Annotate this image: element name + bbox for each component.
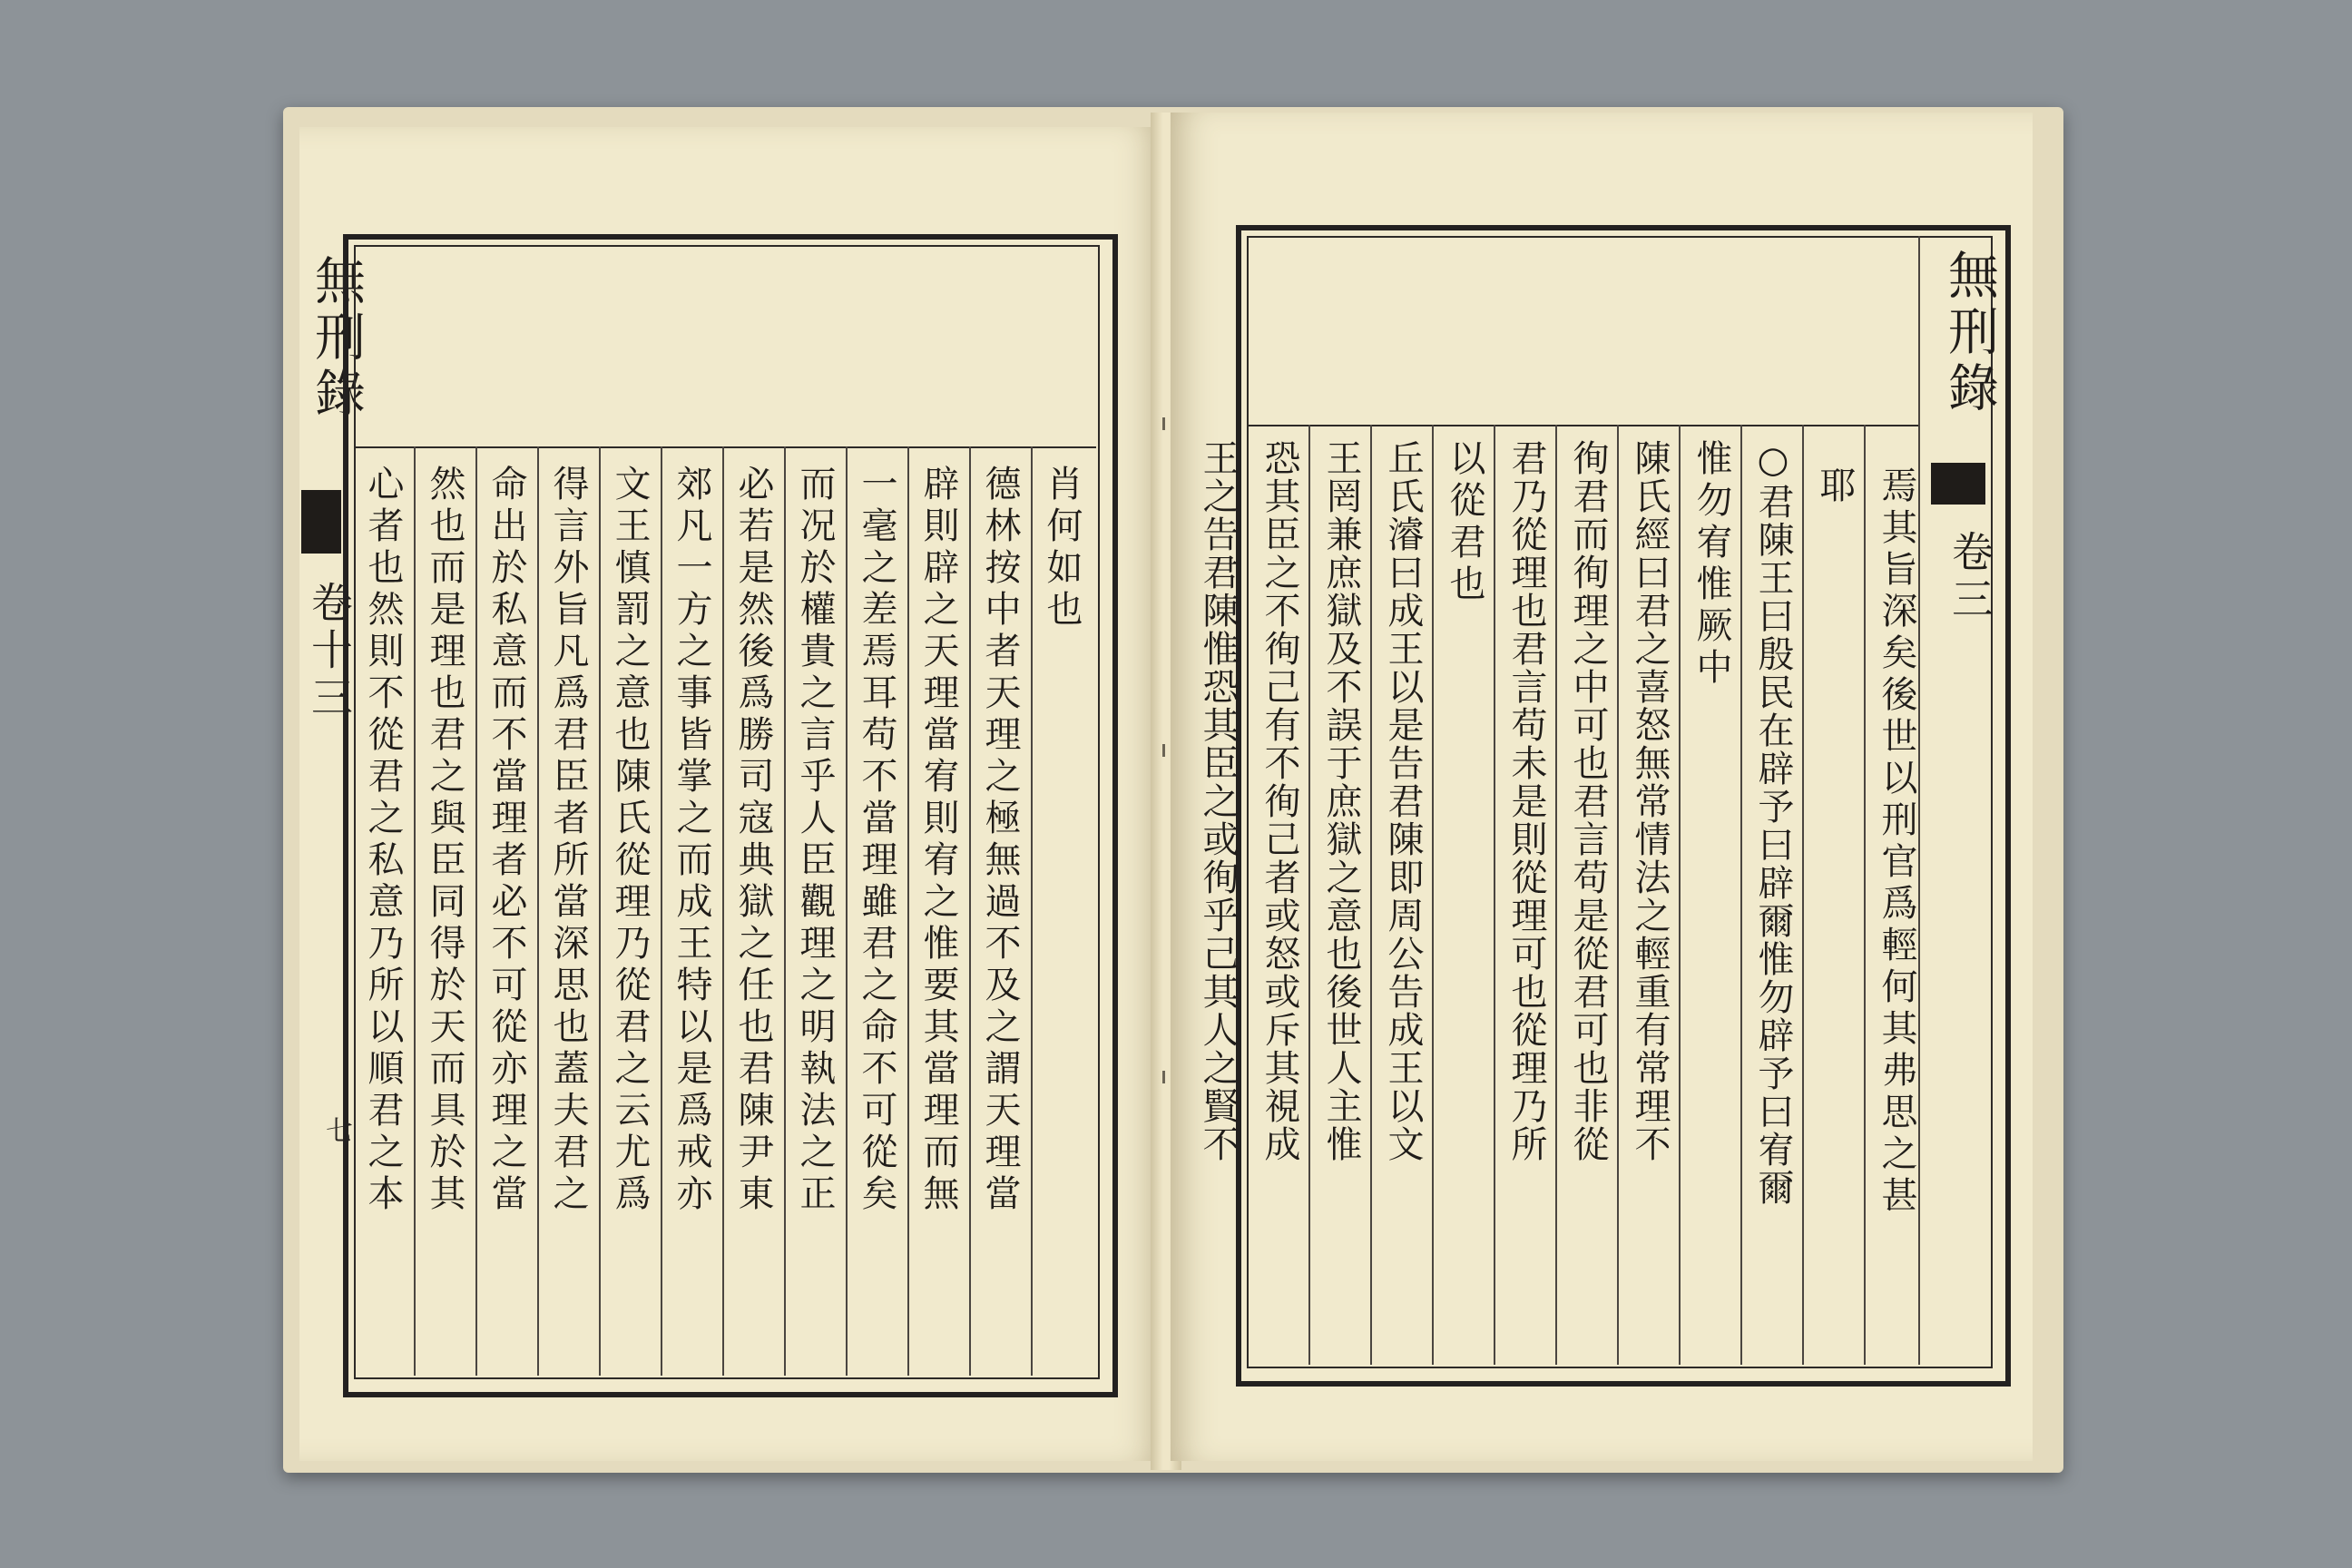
right-column-3: ○君陳王曰殷民在辟予曰辟爾惟勿辟予曰宥爾: [1752, 439, 1794, 1207]
stitch-mark: [1162, 417, 1165, 430]
right-column-1: 焉其旨深矣後世以刑官爲輕何其弗思之甚: [1876, 466, 1917, 1218]
left-column-10: 命出於私意而不當理者必不可從亦理之當: [485, 465, 527, 1216]
stitch-mark: [1162, 744, 1165, 757]
left-column-7: 郊凡一方之事皆掌之而成王特以是爲戒亦: [671, 465, 712, 1216]
left-column-8: 文王慎罰之意也陳氏從理乃從君之云尤爲: [609, 465, 651, 1216]
left-column-6: 必若是然後爲勝司寇典獄之任也君陳尹東: [732, 465, 774, 1216]
stitch-mark: [1162, 1071, 1165, 1083]
right-fish-tail: [1931, 463, 1985, 505]
left-column-9: 得言外旨凡爲君臣者所當深思也蓋夫君之: [547, 465, 589, 1216]
right-column-4: 惟勿宥惟厥中: [1690, 439, 1732, 690]
left-page-number: 七: [320, 1116, 352, 1143]
right-spine-title: 無刑錄: [1940, 249, 1999, 417]
right-page: [1171, 113, 2033, 1461]
right-spine-volume: 卷三: [1945, 530, 1994, 624]
left-page: [299, 127, 1161, 1461]
right-column-8: 以從君也: [1444, 439, 1485, 606]
right-column-7: 君乃從理也君言苟未是則從理可也從理乃所: [1505, 439, 1547, 1163]
left-header-box: [354, 245, 1096, 448]
left-column-1: 肖何如也: [1041, 465, 1083, 632]
right-column-2: 耶: [1814, 466, 1856, 508]
right-column-12: 王之告君陳惟恐其臣之或徇乎己其人之賢不: [1197, 439, 1239, 1163]
left-spine-title: 無刑錄: [307, 254, 366, 423]
left-column-12: 心者也然則不從君之私意乃所以順君之本: [362, 465, 404, 1216]
left-fish-tail: [301, 490, 341, 554]
left-column-3: 辟則辟之天理當宥則宥之惟要其當理而無: [917, 465, 959, 1216]
right-column-6: 徇君而徇理之中可也君言苟是從君可也非從: [1567, 439, 1609, 1163]
left-spine-volume: 卷十三: [305, 581, 354, 722]
right-column-5: 陳氏經曰君之喜怒無常情法之輕重有常理不: [1629, 439, 1671, 1163]
right-column-9: 丘氏濬曰成王以是告君陳即周公告成王以文: [1382, 439, 1424, 1163]
left-column-2: 德林按中者天理之極無過不及之謂天理當: [979, 465, 1021, 1216]
left-column-11: 然也而是理也君之與臣同得於天而具於其: [424, 465, 466, 1216]
right-header-box: [1247, 236, 1918, 426]
left-column-5: 而况於權貴之言乎人臣觀理之明執法之正: [794, 465, 836, 1216]
right-column-10: 王罔兼庶獄及不誤于庶獄之意也後世人主惟: [1320, 439, 1362, 1163]
left-column-4: 一毫之差焉耳苟不當理雖君之命不可從矣: [856, 465, 897, 1216]
right-column-11: 恐其臣之不徇己有不徇己者或怒或斥其視成: [1259, 439, 1300, 1163]
